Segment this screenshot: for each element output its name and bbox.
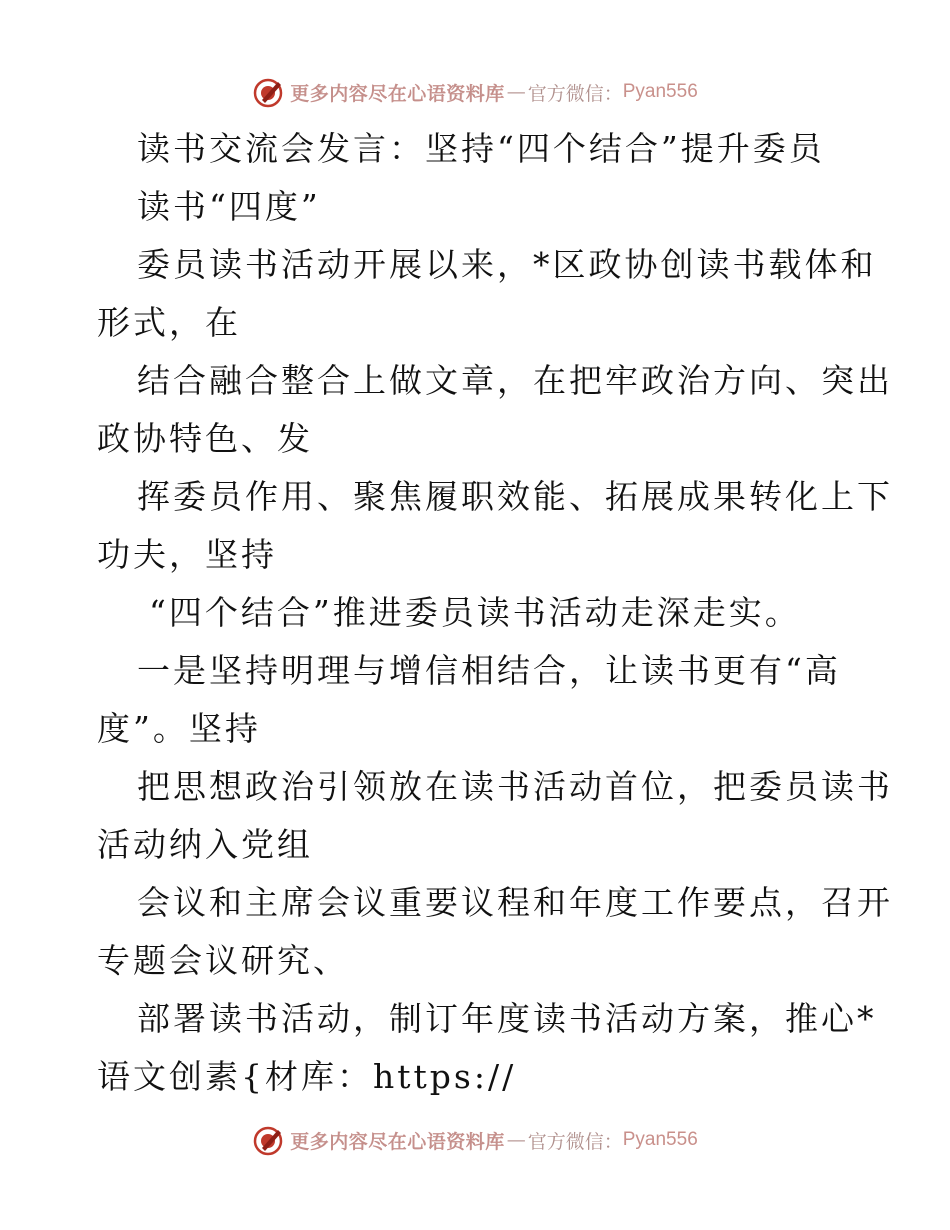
doc-line: 读书“四度” bbox=[137, 187, 321, 226]
doc-line: 政协特色、发 bbox=[97, 419, 313, 458]
watermark-wechat-id: Pyan556 bbox=[622, 81, 698, 102]
watermark-site-text: 更多内容尽在心语资料库 bbox=[290, 82, 505, 105]
watermark-site-text: 更多内容尽在心语资料库 bbox=[290, 1130, 505, 1153]
watermark-separator: — bbox=[506, 1129, 526, 1151]
doc-line: 结合融合整合上做文章，在把牢政治方向、突出 bbox=[137, 361, 893, 400]
doc-line: 挥委员作用、聚焦履职效能、拓展成果转化上下 bbox=[137, 477, 893, 516]
doc-line: 部署读书活动，制订年度读书活动方案，推心* bbox=[137, 999, 877, 1038]
watermark-wechat-id: Pyan556 bbox=[622, 1129, 698, 1150]
doc-line: 语文创素{材库：https:// bbox=[97, 1057, 517, 1096]
doc-line: 专题会议研究、 bbox=[97, 941, 349, 980]
doc-line: 把思想政治引领放在读书活动首位，把委员读书 bbox=[137, 767, 893, 806]
watermark-banner-top bbox=[0, 72, 950, 112]
doc-line: 会议和主席会议重要议程和年度工作要点，召开 bbox=[137, 883, 893, 922]
doc-line: 功夫，坚持 bbox=[97, 535, 277, 574]
pen-logo-icon bbox=[252, 1124, 284, 1156]
doc-line: 形式，在 bbox=[97, 303, 241, 342]
doc-line: 读书交流会发言：坚持“四个结合”提升委员 bbox=[137, 129, 825, 168]
doc-line: 度”。坚持 bbox=[97, 709, 261, 748]
pen-logo-icon bbox=[252, 76, 284, 108]
doc-line: “四个结合”推进委员读书活动走深走实。 bbox=[149, 593, 801, 632]
document-body bbox=[97, 120, 893, 1106]
doc-line: 一是坚持明理与增信相结合，让读书更有“高 bbox=[137, 651, 841, 690]
watermark-banner-bottom bbox=[0, 1120, 950, 1160]
doc-line: 活动纳入党组 bbox=[97, 825, 313, 864]
watermark-separator: — bbox=[506, 81, 526, 103]
watermark-label: 官方微信： bbox=[527, 1130, 623, 1153]
watermark-label: 官方微信： bbox=[527, 82, 623, 105]
doc-line: 委员读书活动开展以来，*区政协创读书载体和 bbox=[137, 245, 877, 284]
